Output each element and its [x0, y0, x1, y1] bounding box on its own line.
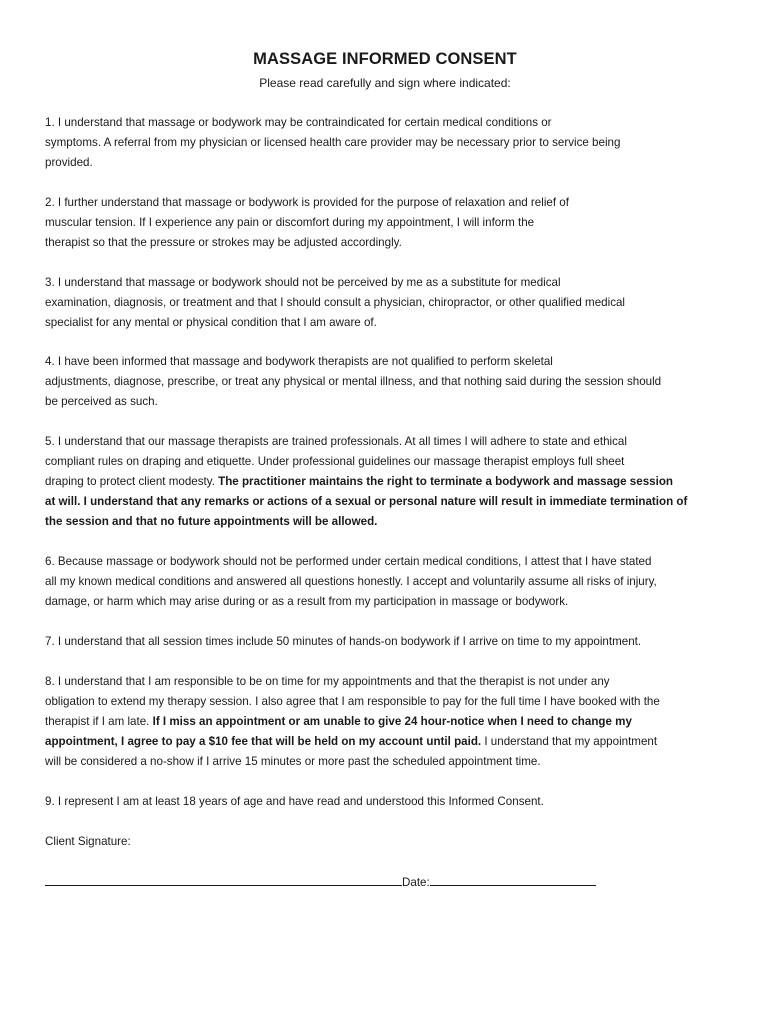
consent-item-3-line: 3. I understand that massage or bodywork should not be perceived by me as a substitute for medical [45, 276, 561, 289]
consent-item-5-bold-text: the session and that no future appointments will be allowed. [45, 515, 378, 528]
consent-item-4-line: adjustments, diagnose, prescribe, or treat any physical or mental illness, and that nothing said during the session should [45, 375, 662, 388]
consent-item-2 [45, 193, 735, 253]
client-signature-field[interactable] [45, 872, 402, 886]
consent-item-2-line: muscular tension. If I experience any pain or discomfort during my appointment, I will inform the [45, 216, 535, 229]
consent-item-1-line: symptoms. A referral from my physician or licensed health care provider may be necessary prior to service being [45, 136, 621, 149]
date-field[interactable] [430, 872, 596, 886]
consent-item-9-line: 9. I represent I am at least 18 years of age and have read and understood this Informed Consent. [45, 795, 544, 808]
consent-item-7 [45, 632, 735, 652]
consent-item-3-line: examination, diagnosis, or treatment and that I should consult a physician, chiropractor, or other qualified medical [45, 296, 626, 309]
consent-item-3 [45, 273, 735, 333]
consent-item-3-line: specialist for any mental or physical condition that I am aware of. [45, 316, 377, 329]
consent-item-8-text: therapist if I am late. [45, 715, 153, 728]
consent-item-6 [45, 552, 735, 612]
consent-item-4-line: 4. I have been informed that massage and bodywork therapists are not qualified to perform skeletal [45, 355, 553, 368]
consent-item-8-line: obligation to extend my therapy session. I also agree that I am responsible to pay for the full time I have booked with the [45, 695, 660, 708]
consent-item-2-line: therapist so that the pressure or strokes may be adjusted accordingly. [45, 236, 402, 249]
consent-item-8-bold-text: If I miss an appointment or am unable to give 24 hour-notice when I need to change my [152, 715, 632, 728]
consent-item-7-line: 7. I understand that all session times include 50 minutes of hands-on bodywork if I arrive on time to my appointment. [45, 635, 642, 648]
consent-item-6-line: all my known medical conditions and answered all questions honestly. I accept and voluntarily assume all risks of injury, [45, 575, 657, 588]
consent-item-4 [45, 352, 735, 412]
consent-item-5-line [45, 472, 735, 492]
consent-item-8-bold-text: appointment, I agree to pay a $10 fee that will be held on my account until paid. [45, 735, 482, 748]
consent-item-8-line: will be considered a no-show if I arrive 15 minutes or more past the scheduled appointment time. [45, 755, 541, 768]
consent-item-9 [45, 792, 735, 812]
consent-item-8-line [45, 732, 735, 752]
consent-item-5 [45, 432, 735, 532]
consent-item-5-line: compliant rules on draping and etiquette. Under professional guidelines our massage therapist employs full sheet [45, 455, 625, 468]
consent-item-6-line: 6. Because massage or bodywork should not be performed under certain medical conditions, I attest that I have stated [45, 555, 652, 568]
consent-item-1 [45, 113, 735, 173]
consent-item-5-line [45, 512, 735, 532]
consent-item-1-line: provided. [45, 156, 93, 169]
consent-item-2-line: 2. I further understand that massage or bodywork is provided for the purpose of relaxation and relief of [45, 196, 569, 209]
consent-item-5-line: 5. I understand that our massage therapists are trained professionals. At all times I will adhere to state and ethical [45, 435, 627, 448]
document-title: MASSAGE INFORMED CONSENT [253, 50, 517, 68]
consent-item-8-line: 8. I understand that I am responsible to be on time for my appointments and that the therapist is not under any [45, 675, 610, 688]
consent-item-5-text: draping to protect client modesty. [45, 475, 219, 488]
document-subtitle: Please read carefully and sign where indicated: [259, 76, 511, 90]
consent-item-5-bold-text: at will. I understand that any remarks or actions of a sexual or personal nature will result in immediate termination of [45, 495, 688, 508]
date-label: Date: [402, 876, 430, 889]
client-signature-label: Client Signature: [45, 835, 131, 848]
signature-row [45, 872, 596, 893]
consent-item-5-bold-text: The practitioner maintains the right to terminate a bodywork and massage session [218, 475, 673, 488]
consent-item-4-line: be perceived as such. [45, 395, 158, 408]
consent-item-8-text: I understand that my appointment [481, 735, 658, 748]
consent-item-8-line [45, 712, 735, 732]
consent-item-5-line [45, 492, 735, 512]
consent-item-1-line: 1. I understand that massage or bodywork may be contraindicated for certain medical conditions or [45, 116, 552, 129]
consent-item-6-line: damage, or harm which may arise during or as a result from my participation in massage or bodywork. [45, 595, 569, 608]
consent-item-8 [45, 672, 735, 772]
